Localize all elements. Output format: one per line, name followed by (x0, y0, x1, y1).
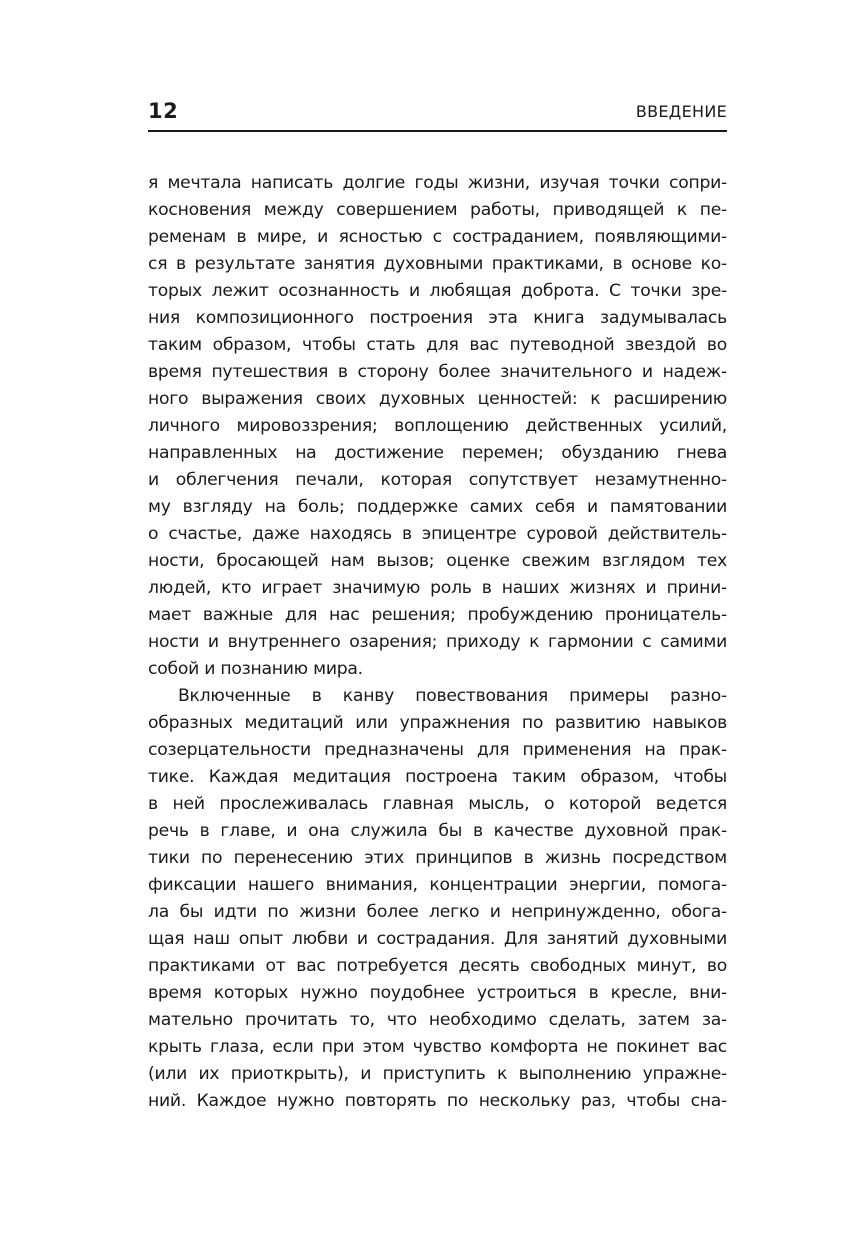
text-line: я мечтала написать долгие годы жизни, изучая точки сопри- (148, 173, 727, 193)
paragraph-1 (148, 170, 727, 683)
text-line: направленных на достижение перемен; обузданию гнева (148, 443, 727, 463)
text-line: таким образом, чтобы стать для вас путеводной звездой во (148, 335, 727, 355)
text-line: время путешествия в сторону более значительного и надеж- (148, 362, 727, 382)
text-line: о счастье, даже находясь в эпицентре суровой действитель- (148, 524, 727, 544)
text-line: созерцательности предназначены для применения на прак- (148, 740, 727, 760)
paragraph-2 (148, 683, 727, 1115)
text-line: ний. Каждое нужно повторять по нескольку раз, чтобы сна- (148, 1091, 727, 1111)
text-line: косновения между совершением работы, приводящей к пе- (148, 200, 727, 220)
text-line: торых лежит осознанность и любящая доброта. С точки зре- (148, 281, 727, 301)
text-line: тики по перенесению этих принципов в жизнь посредством (148, 848, 727, 868)
running-head (148, 96, 727, 132)
text-line: образных медитаций или упражнения по развитию навыков (148, 713, 727, 733)
text-line: ности, бросающей нам вызов; оценке свежим взглядом тех (148, 551, 727, 571)
body-text (148, 170, 727, 1115)
text-line: в ней прослеживалась главная мысль, о которой ведется (148, 794, 727, 814)
page-number: 12 (148, 99, 179, 123)
text-line: практиками от вас потребуется десять свободных минут, во (148, 956, 727, 976)
text-line: щая наш опыт любви и сострадания. Для занятий духовными (148, 929, 727, 949)
section-title: ВВЕДЕНИЕ (635, 102, 727, 121)
text-line: (или их приоткрыть), и приступить к выполнению упражне- (148, 1064, 727, 1084)
text-line: ного выражения своих духовных ценностей: к расширению (148, 389, 727, 409)
text-line: ния композиционного построения эта книга задумывалась (148, 308, 727, 328)
text-line: мает важные для нас решения; пробуждению проницатель- (148, 605, 727, 625)
text-line: личного мировоззрения; воплощению действенных усилий, (148, 416, 727, 436)
text-line: фиксации нашего внимания, концентрации энергии, помога- (148, 875, 727, 895)
text-line: речь в главе, и она служила бы в качестве духовной прак- (148, 821, 727, 841)
text-line: ся в результате занятия духовными практиками, в основе ко- (148, 254, 727, 274)
text-line: и облегчения печали, которая сопутствует незамутненно- (148, 470, 727, 490)
text-line: му взгляду на боль; поддержке самих себя и памятовании (148, 497, 727, 517)
text-line: собой и познанию мира. (148, 659, 363, 679)
text-line: ности и внутреннего озарения; приходу к гармонии с самими (148, 632, 727, 652)
text-line: мательно прочитать то, что необходимо сделать, затем за- (148, 1010, 727, 1030)
text-line: тике. Каждая медитация построена таким образом, чтобы (148, 767, 727, 787)
text-line: Включенные в канву повествования примеры разно- (178, 686, 727, 706)
text-line: время которых нужно поудобнее устроиться в кресле, вни- (148, 983, 727, 1003)
text-line: крыть глаза, если при этом чувство комфорта не покинет вас (148, 1037, 727, 1057)
text-line: ла бы идти по жизни более легко и непринужденно, обога- (148, 902, 727, 922)
text-line: людей, кто играет значимую роль в наших жизнях и прини- (148, 578, 727, 598)
text-line: ременам в мире, и ясностью с состраданием, появляющими- (148, 227, 727, 247)
